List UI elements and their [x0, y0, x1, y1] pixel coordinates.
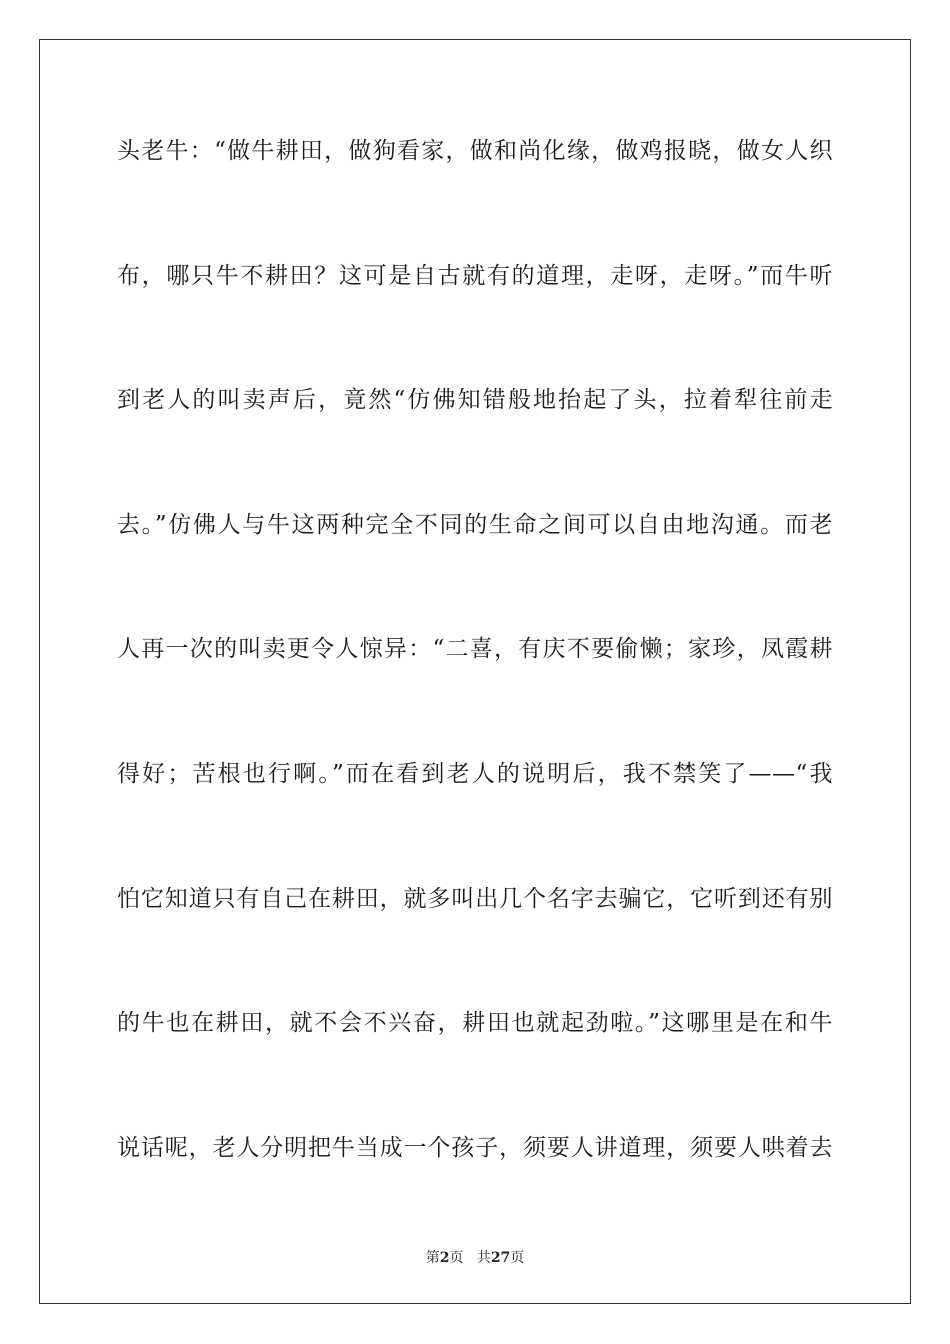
- text-line: 去。”仿佛人与牛这两种完全不同的生命之间可以自由地沟通。而老: [117, 511, 833, 538]
- text-line: 头老牛：“做牛耕田，做狗看家，做和尚化缘，做鸡报晓，做女人织: [117, 138, 833, 164]
- total-prefix: 共: [476, 1250, 491, 1266]
- total-pages: 27: [490, 1250, 511, 1266]
- text-line: 布，哪只牛不耕田？这可是自古就有的道理，走呀，走呀。”而牛听: [117, 262, 833, 289]
- text-line: 的牛也在耕田，就不会不兴奋，耕田也就起劲啦。”这哪里是在和牛: [117, 1010, 833, 1037]
- text-line: 到老人的叫卖声后，竟然“仿佛知错般地抬起了头，拉着犁往前走: [117, 387, 833, 414]
- page-suffix: 页: [449, 1250, 464, 1266]
- text-line: 说话呢，老人分明把牛当成一个孩子，须要人讲道理，须要人哄着去: [117, 1134, 833, 1161]
- page-footer: [0, 1247, 950, 1267]
- body-text: [117, 128, 833, 1249]
- page-prefix: 第: [425, 1250, 440, 1266]
- text-line: 得好；苦根也行啊。”而在看到老人的说明后，我不禁笑了——“我: [117, 760, 833, 787]
- text-line: 怕它知道只有自己在耕田，就多叫出几个名字去骗它，它听到还有别: [117, 885, 833, 912]
- page-number: 2: [439, 1250, 450, 1266]
- text-line: 人再一次的叫卖更令人惊异：“二喜，有庆不要偷懒；家珍，凤霞耕: [117, 636, 833, 663]
- total-suffix: 页: [510, 1250, 525, 1266]
